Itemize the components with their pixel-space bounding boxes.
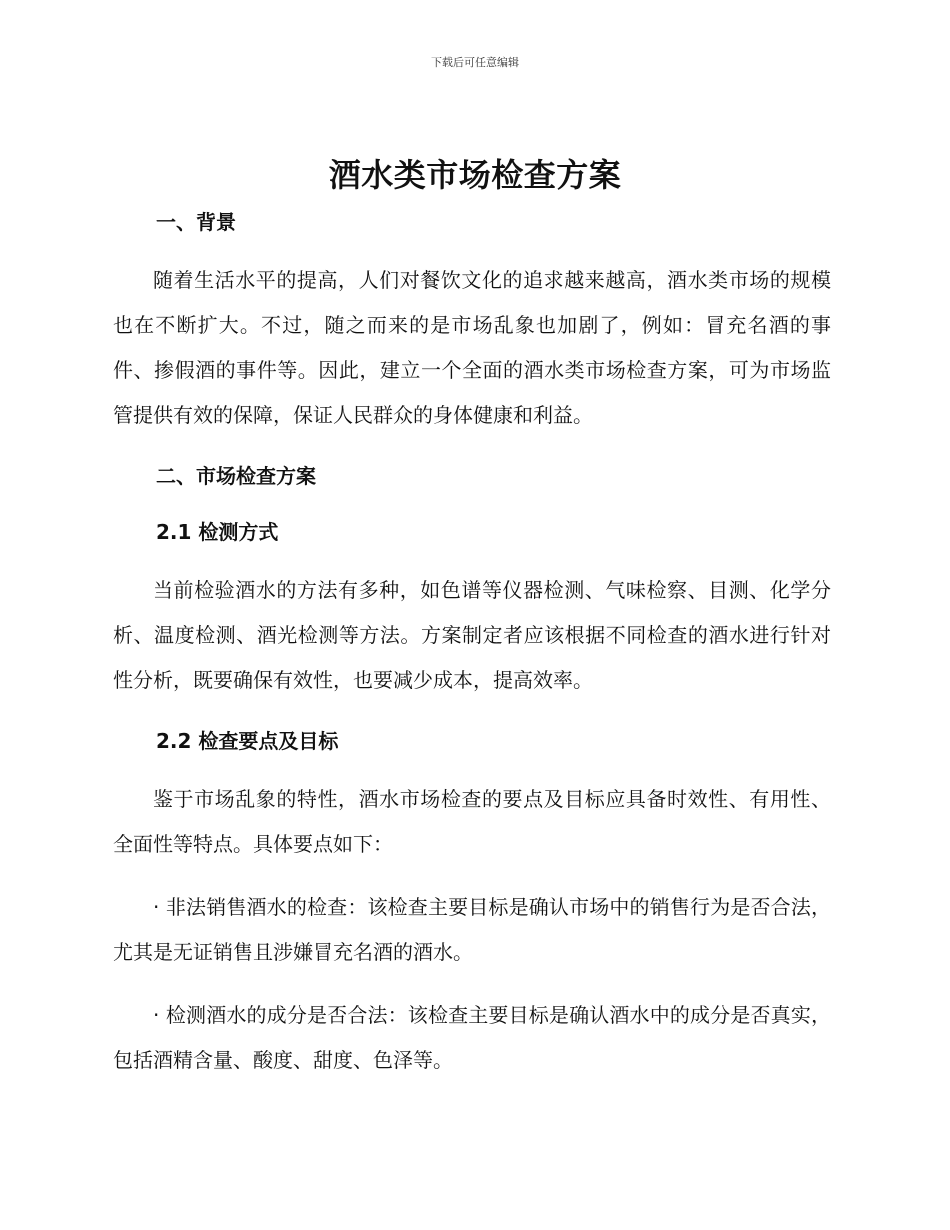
document-body [113,202,831,1083]
subsection-heading-detection-method: 2.1 检测方式 [156,520,279,544]
key-points-paragraph: 鉴于市场乱象的特性，酒水市场检查的要点及目标应具备时效性、有用性、全面性等特点。具体要点如下： [113,787,831,856]
bullet-ingredient-check: · 检测酒水的成分是否合法：该检查主要目标是确认酒水中的成分是否真实，包括酒精含量、酸度、甜度、色泽等。 [113,1003,831,1072]
subsection-heading-key-points: 2.2 检查要点及目标 [156,729,339,753]
section-heading-background: 一、背景 [156,210,236,234]
document-title: 酒水类市场检查方案 [328,156,622,194]
background-paragraph: 随着生活水平的提高，人们对餐饮文化的追求越来越高，酒水类市场的规模也在不断扩大。不过，随之而来的是市场乱象也加剧了，例如：冒充名酒的事件、掺假酒的事件等。因此，建立一个全面的酒水类市场检查方案，可为市场监管提供有效的保障，保证人民群众的身体健康和利益。 [113,268,831,427]
bullet-illegal-sales: · 非法销售酒水的检查：该检查主要目标是确认市场中的销售行为是否合法，尤其是无证销售且涉嫌冒充名酒的酒水。 [113,895,831,964]
detection-method-paragraph: 当前检验酒水的方法有多种，如色谱等仪器检测、气味检察、目测、化学分析、温度检测、酒光检测等方法。方案制定者应该根据不同检查的酒水进行针对性分析，既要确保有效性，也要减少成本，提高效率。 [113,578,831,692]
page-header: 下载后可任意编辑 [431,56,519,69]
section-heading-inspection-plan: 二、市场检查方案 [156,464,316,488]
